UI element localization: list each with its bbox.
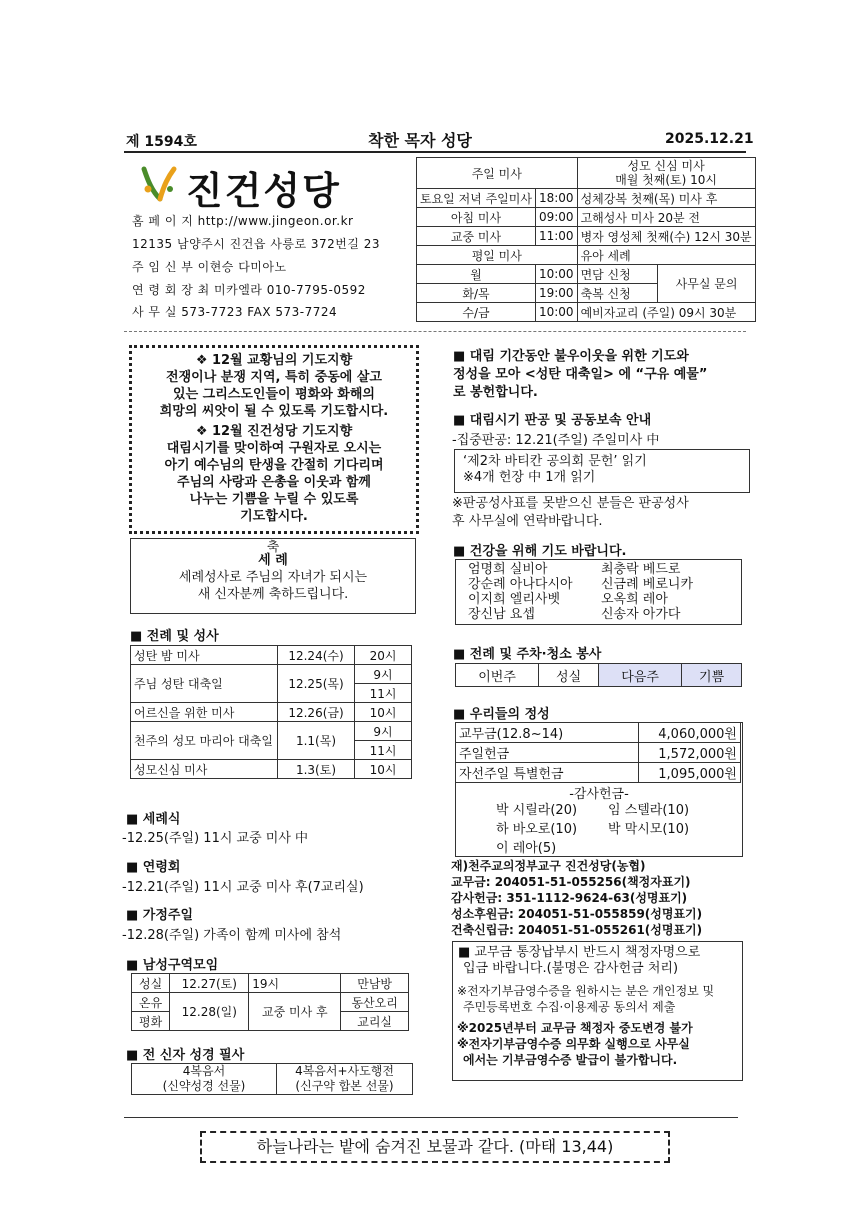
- parish-intention-title: ❖ 12월 진건성당 기도지향: [195, 424, 353, 439]
- baptism-congrats-box: 축 세 례 세례성사로 주님의 자녀가 되시는 새 신자분께 축하드립니다.: [130, 538, 416, 614]
- liturgy-table: 성탄 밤 미사 12.24(수) 20시 주님 성탄 대축일 12.25(목) 9시 11시 어르신을 위한 미사 12.26(금) 10시 천주의 성모 마리아 대축일 1.1(목) 9시 11시 성모신심 미사 1.3(토) 10시: [130, 645, 412, 779]
- section-divider: [124, 331, 746, 332]
- baptism-detail: -12.25(주일) 11시 교중 미사 中: [122, 831, 309, 846]
- funeral-society-title: ■ 연령회: [126, 860, 181, 875]
- donation-notice-box: ■ 교무금 통장납부시 반드시 책정자명으로 입금 바랍니다.(불명은 감사헌금 처리) ※전자기부금영수증을 원하시는 분은 개인정보 및 주민등록번호 수집·이용제공 동의서 제출 ※2025년부터 교무금 책정자 중도변경 불가 ※전자기부금영수증 의무화 실행으로 사무실 에서는 기부금영수증 발급이 불가합니다.: [452, 941, 743, 1081]
- bank-accounts: 재)천주교의정부교구 진건성당(농협) 교무금: 204051-51-055256(책정자표기) 감사헌금: 351-1112-9624-63(성명표기) 성소후원금: 204051-51-055859(성명표기) 건축신립금: 204051-51-055261(성명표기): [451, 859, 703, 937]
- office-line: 사 무 실 573-7723 FAX 573-7724: [132, 305, 338, 319]
- thanks-title: -감사헌금-: [569, 787, 629, 802]
- bible-copy-title: ■ 전 신자 성경 필사: [126, 1048, 245, 1063]
- pope-intention-title: ❖ 12월 교황님의 기도지향: [195, 353, 353, 368]
- men-group-title: ■ 남성구역모임: [126, 958, 219, 973]
- header-rule: [124, 151, 746, 153]
- penance-box: ‘제2차 바티칸 공의회 문헌’ 읽기 ※4개 헌장 中 1개 읽기: [454, 449, 750, 493]
- advent-offering-notice: ■ 대림 기간동안 불우이웃을 위한 기도와: [453, 349, 689, 364]
- prayer-intentions-box: ❖ 12월 교황님의 기도지향 전쟁이나 분쟁 지역, 특히 중동에 살고 있는 그리스도인들이 평화와 화해의 희망의 씨앗이 될 수 있도록 기도합시다. ❖ 12월 진건성당 기도지향 대림시기를 맞이하여 구원자로 오시는 아기 예수님의 탄생을 간절히 기다리며 주님의 사랑과 은총을 이웃과 함께 나누는 기쁨을 누릴 수 있도록 기도합시다.: [129, 345, 419, 534]
- parish-logo-icon: [134, 163, 180, 203]
- health-prayer-title: ■ 건강을 위해 기도 바랍니다.: [453, 544, 627, 559]
- offerings-box: 교무금(12.8~14) 4,060,000원 주일헌금 1,572,000원 자선주일 특별헌금 1,095,000원 -감사헌금- 박 시릴라(20) 하 바오로(10) 이 레아(5) 임 스텔라(10) 박 막시모(10): [455, 722, 743, 857]
- pastor-line: 주 임 신 부 이현승 다미아노: [132, 260, 287, 274]
- offerings-table: 교무금(12.8~14) 4,060,000원 주일헌금 1,572,000원 자선주일 특별헌금 1,095,000원: [455, 722, 741, 783]
- issue-date: 2025.12.21: [665, 131, 754, 147]
- address-line: 12135 남양주시 진건읍 사릉로 372번길 23: [132, 237, 381, 251]
- issue-number: 제 1594호: [126, 134, 197, 150]
- family-sunday-detail: -12.28(주일) 가족이 함께 미사에 참석: [122, 928, 342, 943]
- parish-name: 착한 목자 성당: [368, 131, 472, 150]
- family-sunday-title: ■ 가정주일: [126, 908, 194, 923]
- footer-rule: [124, 1117, 738, 1118]
- volunteer-title: ■ 전례 및 주차·청소 봉사: [453, 647, 602, 662]
- homepage-line: 홈 페 이 지 http://www.jingeon.or.kr: [132, 214, 354, 228]
- scripture-verse: 하늘나라는 밭에 숨겨진 보물과 같다. (마태 13,44): [200, 1131, 670, 1163]
- men-group-table: 성실 12.27(토) 19시 만남방 온유 12.28(일) 교중 미사 후 동산오리 평화 교리실: [131, 973, 409, 1031]
- marian-mass-header: 성모 신심 미사 매월 첫째(토) 10시: [577, 158, 755, 189]
- baptism-title: ■ 세례식: [126, 812, 181, 827]
- logo-text: 진건성당: [186, 169, 341, 213]
- bible-copy-table: 4복음서 (신약성경 선물) 4복음서+사도행전 (신구약 합본 선물): [131, 1063, 413, 1095]
- confession-title: ■ 대림시기 판공 및 공동보속 안내: [453, 413, 652, 428]
- offerings-title: ■ 우리들의 정성: [453, 707, 550, 722]
- confession-date: -집중판공: 12.21(주일) 주일미사 中: [452, 433, 660, 448]
- sunday-mass-header: 주일 미사: [417, 158, 578, 189]
- volunteer-table: 이번주 성실 다음주 기쁨: [455, 663, 742, 687]
- mass-schedule-table: 주일 미사 성모 신심 미사 매월 첫째(토) 10시 토요일 저녁 주일미사 18:00 성체강복 첫째(목) 미사 후 아침 미사 09:00 고해성사 미사 20분 전 교중 미사 11:00 병자 영성체 첫째(수) 12시 30분 평일 미사 유아 세례 월 10:00 면담 신청 사무실 문의 화/목 19:00 축복 신청 수/금 10:00 예비자교리 (주일) 09시 30분: [416, 157, 756, 322]
- health-prayer-box: 엄명희 실비아 강순례 아나다시아 이지희 엘리사벳 장신남 요셉 최충락 베드로 신금례 베로니카 오옥희 레아 신송자 아가다: [455, 559, 742, 625]
- confession-note: ※판공성사표를 못받으신 분들은 판공성사: [452, 496, 689, 511]
- funeral-line: 연 령 회 장 최 미카엘라 010-7795-0592: [132, 283, 366, 297]
- funeral-society-detail: -12.21(주일) 11시 교중 미사 후(7교리실): [122, 880, 364, 895]
- liturgy-title: ■ 전례 및 성사: [130, 629, 219, 644]
